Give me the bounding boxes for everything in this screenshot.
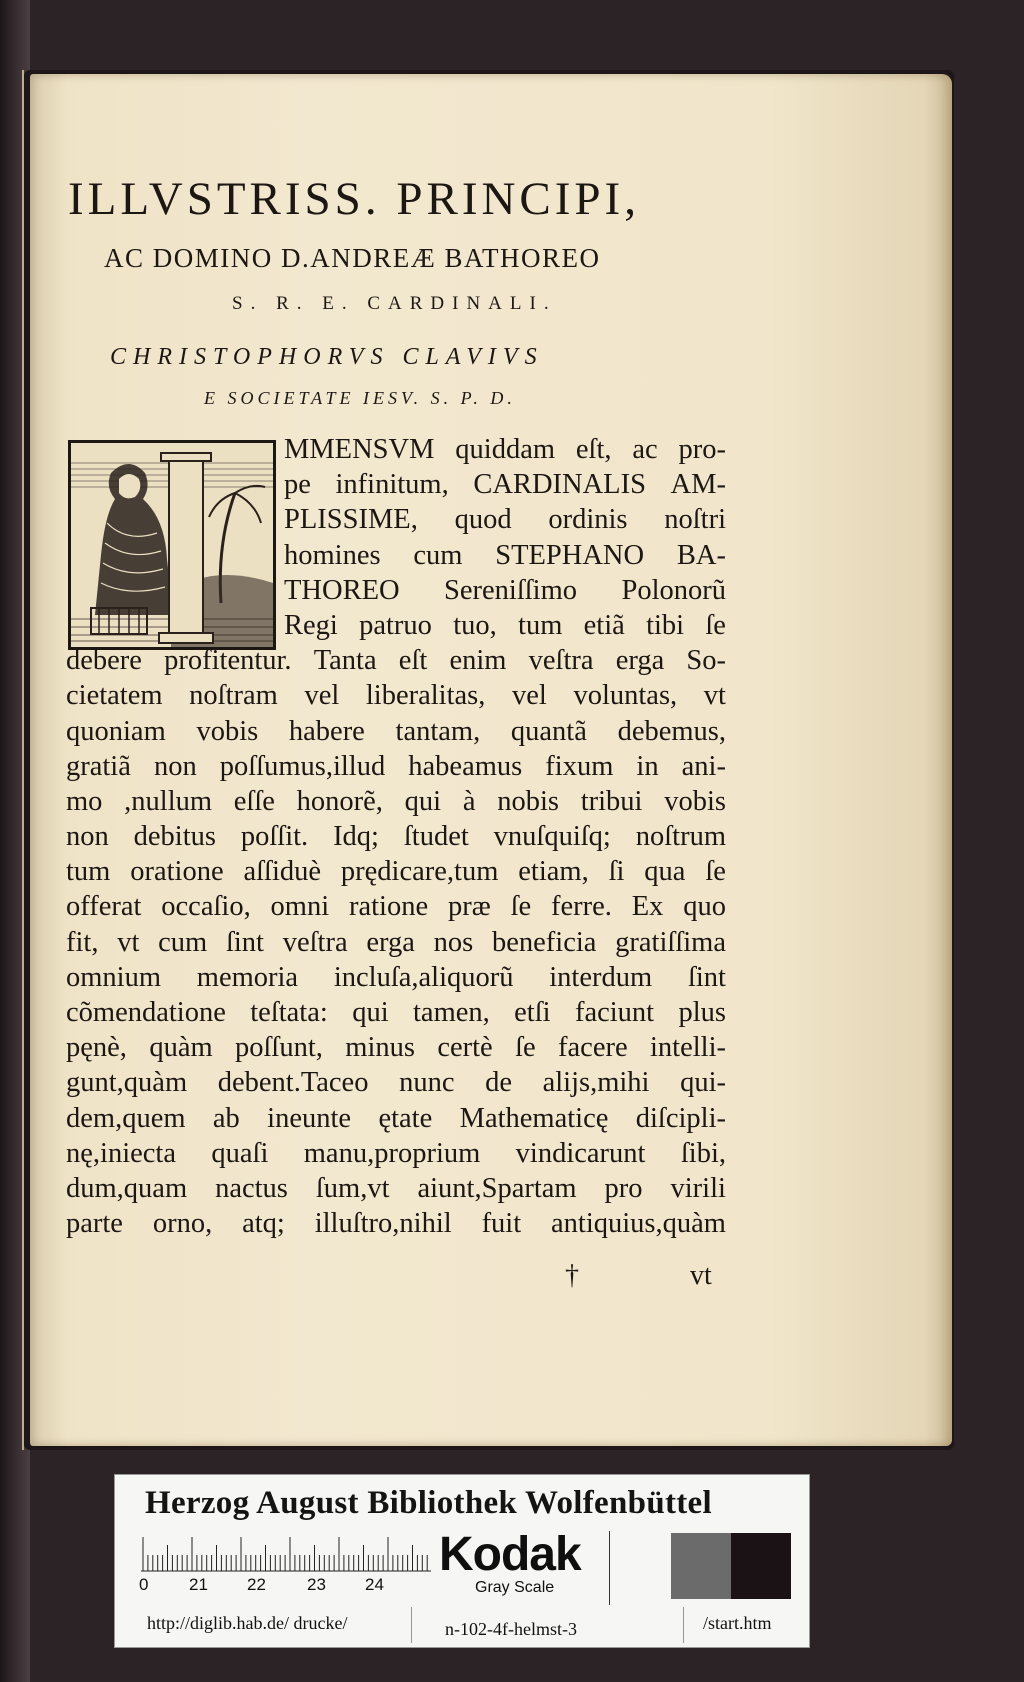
word: minus: [345, 1032, 415, 1064]
word: pęnè,: [66, 1032, 127, 1064]
title-line-2: AC DOMINO D.ANDREÆ BATHOREO: [104, 243, 601, 273]
word: de: [485, 1067, 512, 1099]
word: CARDINALIS: [473, 469, 646, 501]
word: patruo: [359, 609, 432, 641]
title-line-5: E SOCIETATE IESV. S. P. D.: [204, 388, 516, 408]
word: incluſa,aliquorũ: [333, 961, 514, 993]
word: liberalitas,: [365, 680, 486, 712]
word: Idq;: [333, 821, 379, 853]
word: fit,: [66, 926, 99, 958]
word: ineunte: [267, 1102, 352, 1134]
word: Sereniſſimo: [444, 574, 578, 606]
word: veſtra: [528, 645, 594, 677]
word: cum: [413, 539, 463, 571]
title-line-4: CHRISTOPHORVS CLAVIVS: [110, 344, 544, 370]
word: certè: [437, 1032, 493, 1064]
text-line: [66, 678, 726, 713]
word: aiunt,Spartam: [417, 1172, 577, 1204]
word: homines: [284, 539, 381, 571]
divider: [411, 1607, 412, 1643]
word: facere: [558, 1032, 628, 1064]
word: profitentur.: [164, 645, 292, 677]
url-prefix: http://diglib.hab.de/ drucke/: [147, 1613, 348, 1633]
word: Mathematicę: [459, 1102, 609, 1134]
word: nunc: [399, 1067, 455, 1099]
word: non: [153, 750, 197, 782]
kodak-logo: Kodak: [439, 1528, 581, 1581]
word: tamen,: [413, 997, 490, 1028]
word: cõmendatione: [66, 997, 226, 1028]
word: habeamus: [408, 750, 523, 782]
signature-mark: †: [565, 1260, 579, 1291]
divider: [609, 1531, 610, 1605]
word: vt: [703, 680, 726, 712]
url-suffix: /start.htm: [703, 1613, 772, 1633]
word: ſum,vt: [315, 1172, 390, 1204]
word: tuo,: [453, 609, 497, 641]
word: debemus,: [617, 715, 726, 747]
text-line: [66, 1136, 726, 1171]
text-line: [66, 925, 726, 960]
word: honorẽ,: [296, 785, 383, 817]
word: vobis: [196, 715, 259, 747]
word: ſe: [705, 856, 726, 888]
word: orno,: [152, 1208, 213, 1240]
text-line: [66, 995, 726, 1030]
word: erga: [615, 645, 665, 677]
word: erga: [366, 926, 415, 958]
text-line: [66, 1171, 726, 1206]
word: virili: [670, 1172, 726, 1204]
divider: [683, 1607, 684, 1643]
text-line: [66, 502, 726, 537]
word: ſint: [687, 961, 726, 993]
word: noſtrum: [635, 821, 726, 853]
word: non: [66, 821, 109, 853]
text-line: [66, 854, 726, 889]
word: dem,quem: [66, 1102, 186, 1134]
word: qui-: [680, 1067, 726, 1099]
word: tribui: [580, 785, 643, 817]
word: atq;: [242, 1208, 285, 1240]
text-line: [66, 432, 726, 467]
text-line: [66, 1065, 726, 1100]
word: aſſiduè: [243, 856, 322, 888]
title-line-3: S. R. E. CARDINALI.: [232, 293, 557, 314]
word: ſibi,: [680, 1137, 726, 1169]
word: MMENSVM: [284, 434, 435, 465]
word: eſt: [398, 645, 428, 677]
word: poſſit.: [240, 821, 309, 853]
ruler-number: 23: [307, 1575, 326, 1594]
word: alijs,mihi: [542, 1067, 650, 1099]
word: gratiſſima: [615, 926, 726, 958]
word: omni: [270, 891, 330, 923]
text-line: [66, 784, 726, 819]
ruler-number: 21: [189, 1575, 208, 1594]
word: nę,iniecta: [66, 1137, 176, 1169]
word: ac: [632, 434, 658, 465]
text-line: [66, 819, 726, 854]
body-text: [66, 432, 726, 1241]
word: eſſe: [233, 785, 275, 817]
ruler-number: 22: [247, 1575, 266, 1594]
word: debent.Taceo: [217, 1067, 369, 1099]
word: debitus: [133, 821, 216, 853]
word: eſt,: [575, 434, 612, 465]
word: quiddam: [455, 434, 556, 465]
word: teſtata:: [250, 997, 328, 1028]
word: oratione: [130, 856, 224, 888]
word: vindicarunt: [515, 1137, 646, 1169]
gray-patch-dark: [731, 1533, 791, 1599]
word: in: [636, 750, 659, 782]
word: memoria: [196, 961, 299, 993]
word: Ex: [631, 891, 664, 923]
text-line: [66, 1206, 726, 1241]
word: pro-: [678, 434, 726, 465]
word: vobis: [664, 785, 726, 817]
word: noſtri: [664, 504, 726, 536]
word: interdum: [549, 961, 653, 993]
word: vt: [117, 926, 140, 958]
word: qui: [404, 785, 442, 817]
word: ab: [212, 1102, 240, 1134]
word: pe: [284, 469, 311, 501]
text-line: [66, 573, 726, 608]
word: vel: [512, 680, 547, 712]
text-line: [66, 1101, 726, 1136]
word: manu,proprium: [303, 1137, 481, 1169]
word: ętate: [378, 1102, 433, 1134]
text-line: [66, 889, 726, 924]
word: quaſi: [211, 1137, 269, 1169]
word: ratione: [348, 891, 429, 923]
word: ordinis: [548, 504, 628, 536]
gray-scale-label: Gray Scale: [475, 1579, 555, 1596]
color-target-card: [114, 1474, 810, 1648]
word: enim: [449, 645, 507, 677]
word: STEPHANO: [495, 539, 645, 571]
word: Polonorũ: [621, 574, 726, 606]
word: So-: [686, 645, 726, 677]
library-name: Herzog August Bibliothek Wolfenbüttel: [145, 1485, 712, 1521]
word: habere: [288, 715, 365, 747]
word: illuſtro,nihil: [314, 1208, 452, 1240]
word: prędicare,tum: [340, 856, 499, 888]
word: plus: [678, 997, 726, 1028]
word: BA-: [676, 539, 726, 571]
word: ſe: [515, 1032, 536, 1064]
word: à: [462, 785, 476, 817]
word: tibi: [646, 609, 685, 641]
word: pro: [604, 1172, 643, 1204]
word: quàm: [149, 1032, 213, 1064]
word: ani-: [681, 750, 726, 782]
word: offerat: [66, 891, 142, 923]
word: antiquius,quàm: [551, 1208, 726, 1240]
text-line: [66, 608, 726, 643]
ruler-scale: [141, 1535, 431, 1573]
word: nobis: [497, 785, 559, 817]
word: etſi: [514, 997, 551, 1028]
word: ſe: [510, 891, 532, 923]
word: nactus: [215, 1172, 288, 1204]
word: tum: [66, 856, 111, 888]
word: præ: [447, 891, 491, 923]
text-line: [66, 643, 726, 678]
word: Tanta: [313, 645, 377, 677]
word: ſe: [705, 609, 726, 641]
word: PLISSIME,: [284, 504, 418, 536]
word: debere: [66, 645, 142, 677]
text-line: [66, 960, 726, 995]
word: ſi: [608, 856, 625, 888]
word: vnuſquiſq;: [493, 821, 611, 853]
word: intelli-: [650, 1032, 726, 1064]
word: dum,quam: [66, 1172, 188, 1204]
word: faciunt: [574, 997, 655, 1028]
word: quantã: [510, 715, 587, 747]
word: ,nullum: [124, 785, 213, 817]
word: mo: [66, 785, 103, 817]
word: veſtra: [282, 926, 348, 958]
text-line: [66, 467, 726, 502]
word: infinitum,: [335, 469, 449, 501]
text-line: [66, 538, 726, 573]
word: THOREO: [284, 574, 400, 606]
word: etiã: [583, 609, 625, 641]
word: quoniam: [66, 715, 166, 747]
word: ſint: [225, 926, 264, 958]
word: quo: [683, 891, 726, 923]
word: gratiã: [66, 750, 131, 782]
word: cietatem: [66, 680, 163, 712]
word: qui: [352, 997, 389, 1028]
word: tum: [518, 609, 563, 641]
word: tantam,: [395, 715, 481, 747]
word: ferre.: [550, 891, 612, 923]
word: poſſumus,illud: [219, 750, 386, 782]
word: occaſio,: [161, 891, 251, 923]
page-gutter: [22, 70, 24, 1450]
word: poſſunt,: [235, 1032, 323, 1064]
text-line: [66, 749, 726, 784]
word: quod: [454, 504, 512, 536]
gray-patch-mid: [671, 1533, 731, 1599]
word: Regi: [284, 609, 338, 641]
word: parte: [66, 1208, 123, 1240]
word: fuit: [481, 1208, 522, 1240]
word: AM-: [670, 469, 726, 501]
catchword: vt: [690, 1260, 712, 1291]
word: omnium: [66, 961, 162, 993]
word: noſtram: [189, 680, 278, 712]
word: qua: [644, 856, 686, 888]
word: gunt,quàm: [66, 1067, 188, 1099]
word: vel: [304, 680, 340, 712]
url-identifier: n-102-4f-helmst-3: [445, 1619, 577, 1639]
word: nos: [433, 926, 474, 958]
word: voluntas,: [573, 680, 678, 712]
word: diſcipli-: [635, 1102, 726, 1134]
word: etiam,: [518, 856, 589, 888]
word: ſtudet: [403, 821, 469, 853]
text-line: [66, 714, 726, 749]
text-line: [66, 1030, 726, 1065]
word: beneficia: [491, 926, 597, 958]
word: cum: [158, 926, 208, 958]
ruler-number: 0: [139, 1575, 149, 1594]
ruler-number: 24: [365, 1575, 384, 1594]
title-line-1: ILLVSTRISS. PRINCIPI,: [68, 173, 640, 225]
word: fixum: [545, 750, 614, 782]
